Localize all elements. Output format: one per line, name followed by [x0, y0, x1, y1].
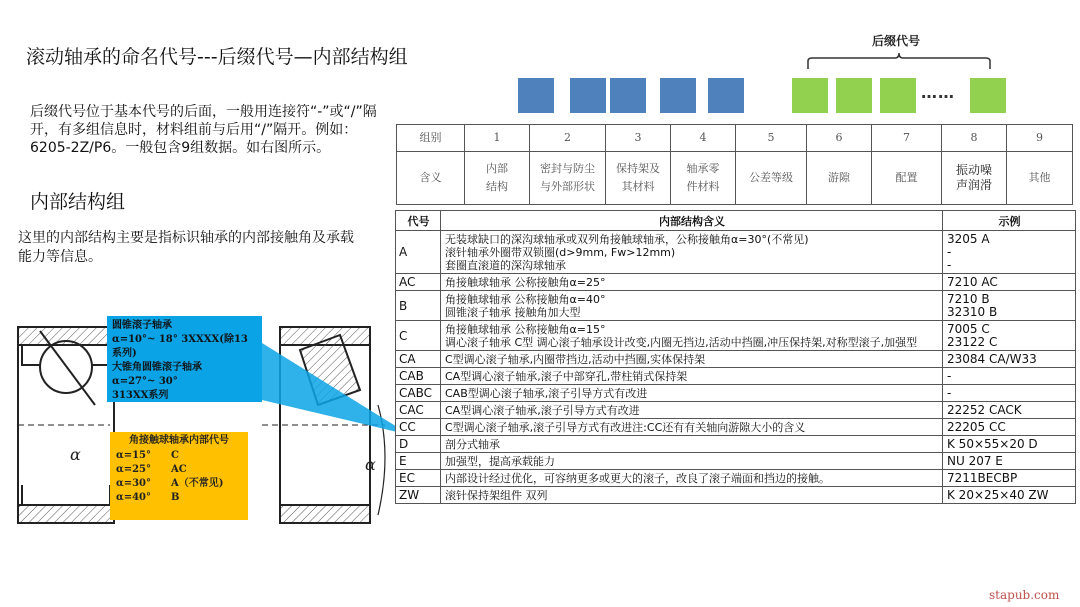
- section-heading: 内部结构组: [30, 191, 126, 213]
- meaning-cell: 角接触球轴承 公称接触角α=15° 调心滚子轴承 C型 调心滚子轴承设计改变,内圈无挡边,活动中挡圈,冲压保持架,对称型滚子,加强型: [441, 321, 943, 351]
- meaning-cell: 角接触球轴承 公称接触角α=40° 圆锥滚子轴承 接触角加大型: [441, 291, 943, 321]
- group-meaning: 其他: [1007, 152, 1073, 205]
- meaning-cell: 角接触球轴承 公称接触角α=25°: [441, 274, 943, 291]
- basic-code-box: [570, 78, 606, 113]
- suffix-code-box: [792, 78, 828, 113]
- table-row: [396, 487, 1076, 504]
- code-cell: CAC: [396, 402, 441, 419]
- meaning-cell: 内部设计经过优化，可容纳更多或更大的滚子，改良了滚子端面和挡边的接触。: [441, 470, 943, 487]
- alpha-label-right: α: [365, 455, 376, 474]
- alpha-label-left: α: [70, 445, 81, 464]
- example-cell: 22205 CC: [943, 419, 1076, 436]
- intro-paragraph: 后缀代号位于基本代号的后面，一般用连接符“-”或“/”隔开，有多组信息时，材料组前与后用“/”隔开。例如：6205-2Z/P6。一般包含9组数据。如右图所示。: [30, 104, 377, 156]
- example-cell: K 20×25×40 ZW: [943, 487, 1076, 504]
- code-cell: A: [396, 231, 441, 274]
- group-number: 9: [1007, 125, 1073, 152]
- meaning-cell: C型调心滚子轴承,内圈带挡边,活动中挡圈,实体保持架: [441, 351, 943, 368]
- group-meaning: 轴承零 件材料: [671, 152, 736, 205]
- basic-code-box: [610, 78, 646, 113]
- meaning-cell: C型调心滚子轴承,滚子引导方式有改进注:CC还有有关轴向游隙大小的含义: [441, 419, 943, 436]
- group-row-label: 含义: [397, 152, 465, 205]
- code-cell: AC: [396, 274, 441, 291]
- suffix-code-box: [880, 78, 916, 113]
- meaning-cell: 加强型，提高承载能力: [441, 453, 943, 470]
- table-row: [396, 470, 1076, 487]
- table-row: [396, 385, 1076, 402]
- suffix-code-box: [836, 78, 872, 113]
- group-number: 5: [736, 125, 807, 152]
- table-row: [396, 321, 1076, 351]
- group-meaning: 内部 结构: [465, 152, 530, 205]
- table-row: [396, 231, 1076, 274]
- basic-code-box: [518, 78, 554, 113]
- code-cell: D: [396, 436, 441, 453]
- column-header: 代号: [396, 211, 441, 231]
- group-number: 7: [872, 125, 942, 152]
- group-meaning: 保持架及 其材料: [606, 152, 671, 205]
- table-row: [396, 351, 1076, 368]
- table-row: [396, 453, 1076, 470]
- code-cell: CA: [396, 351, 441, 368]
- meaning-cell: 剖分式轴承: [441, 436, 943, 453]
- group-meaning: 配置: [872, 152, 942, 205]
- code-cell: CC: [396, 419, 441, 436]
- group-number: 2: [530, 125, 606, 152]
- code-cell: B: [396, 291, 441, 321]
- table-row: [396, 419, 1076, 436]
- angular-contact-callout: 角接触球轴承内部代号 α=15° C α=25° AC α=30° A（不常见) α=40° B: [110, 432, 248, 520]
- table-row: [396, 291, 1076, 321]
- group-meaning: 振动噪 声润滑: [942, 152, 1007, 205]
- meaning-cell: CA型调心滚子轴承,滚子中部穿孔,带柱销式保持架: [441, 368, 943, 385]
- suffix-group-table: [396, 124, 1073, 205]
- example-cell: 22252 CACK: [943, 402, 1076, 419]
- code-cell: CABC: [396, 385, 441, 402]
- group-number: 4: [671, 125, 736, 152]
- code-cell: C: [396, 321, 441, 351]
- example-cell: 3205 A - -: [943, 231, 1076, 274]
- table-row: [396, 402, 1076, 419]
- code-cell: E: [396, 453, 441, 470]
- suffix-code-box: [970, 78, 1006, 113]
- example-cell: 23084 CA/W33: [943, 351, 1076, 368]
- group-meaning: 公差等级: [736, 152, 807, 205]
- group-number: 8: [942, 125, 1007, 152]
- callout-heading: 角接触球轴承内部代号: [129, 435, 229, 446]
- code-cell: CAB: [396, 368, 441, 385]
- meaning-cell: 无装球缺口的深沟球轴承或双列角接触球轴承，公称接触角α=30°(不常见) 滚针轴承外圈带双锁圈(d>9mm, Fw>12mm) 套圈直滚道的深沟球轴承: [441, 231, 943, 274]
- group-number: 3: [606, 125, 671, 152]
- code-cell: EC: [396, 470, 441, 487]
- column-header: 内部结构含义: [441, 211, 943, 231]
- example-cell: 7211BECBP: [943, 470, 1076, 487]
- example-cell: 7005 C 23122 C: [943, 321, 1076, 351]
- meaning-cell: CA型调心滚子轴承,滚子引导方式有改进: [441, 402, 943, 419]
- table-row: [396, 368, 1076, 385]
- group-number: 6: [807, 125, 872, 152]
- example-cell: 7210 AC: [943, 274, 1076, 291]
- example-cell: 7210 B 32310 B: [943, 291, 1076, 321]
- basic-code-box: [660, 78, 696, 113]
- basic-code-box: [708, 78, 744, 113]
- suffix-code-label: 后缀代号: [872, 34, 921, 48]
- example-cell: -: [943, 368, 1076, 385]
- group-meaning: 密封与防尘 与外部形状: [530, 152, 606, 205]
- tapered-roller-callout: 圆锥滚子轴承 α=10°~ 18° 3XXXX(除13系列) 大锥角圆锥滚子轴承 α=27°~ 30° 313XX系列: [107, 316, 262, 402]
- group-row-label: 组别: [397, 125, 465, 152]
- table-row: [396, 436, 1076, 453]
- watermark: stapub.com: [989, 588, 1060, 602]
- suffix-bracket: [807, 52, 991, 70]
- ellipsis: ……: [921, 83, 955, 102]
- meaning-cell: CAB型调心滚子轴承,滚子引导方式有改进: [441, 385, 943, 402]
- example-cell: K 50×55×20 D: [943, 436, 1076, 453]
- example-cell: NU 207 E: [943, 453, 1076, 470]
- description-paragraph: 这里的内部结构主要是指标识轴承的内部接触角及承载能力等信息。: [18, 230, 354, 265]
- table-row: [396, 274, 1076, 291]
- example-cell: -: [943, 385, 1076, 402]
- code-cell: ZW: [396, 487, 441, 504]
- meaning-cell: 滚针保持架组件 双列: [441, 487, 943, 504]
- group-number: 1: [465, 125, 530, 152]
- internal-structure-table: [395, 210, 1076, 504]
- page-title: 滚动轴承的命名代号---后缀代号—内部结构组: [26, 46, 408, 68]
- group-meaning: 游隙: [807, 152, 872, 205]
- column-header: 示例: [943, 211, 1076, 231]
